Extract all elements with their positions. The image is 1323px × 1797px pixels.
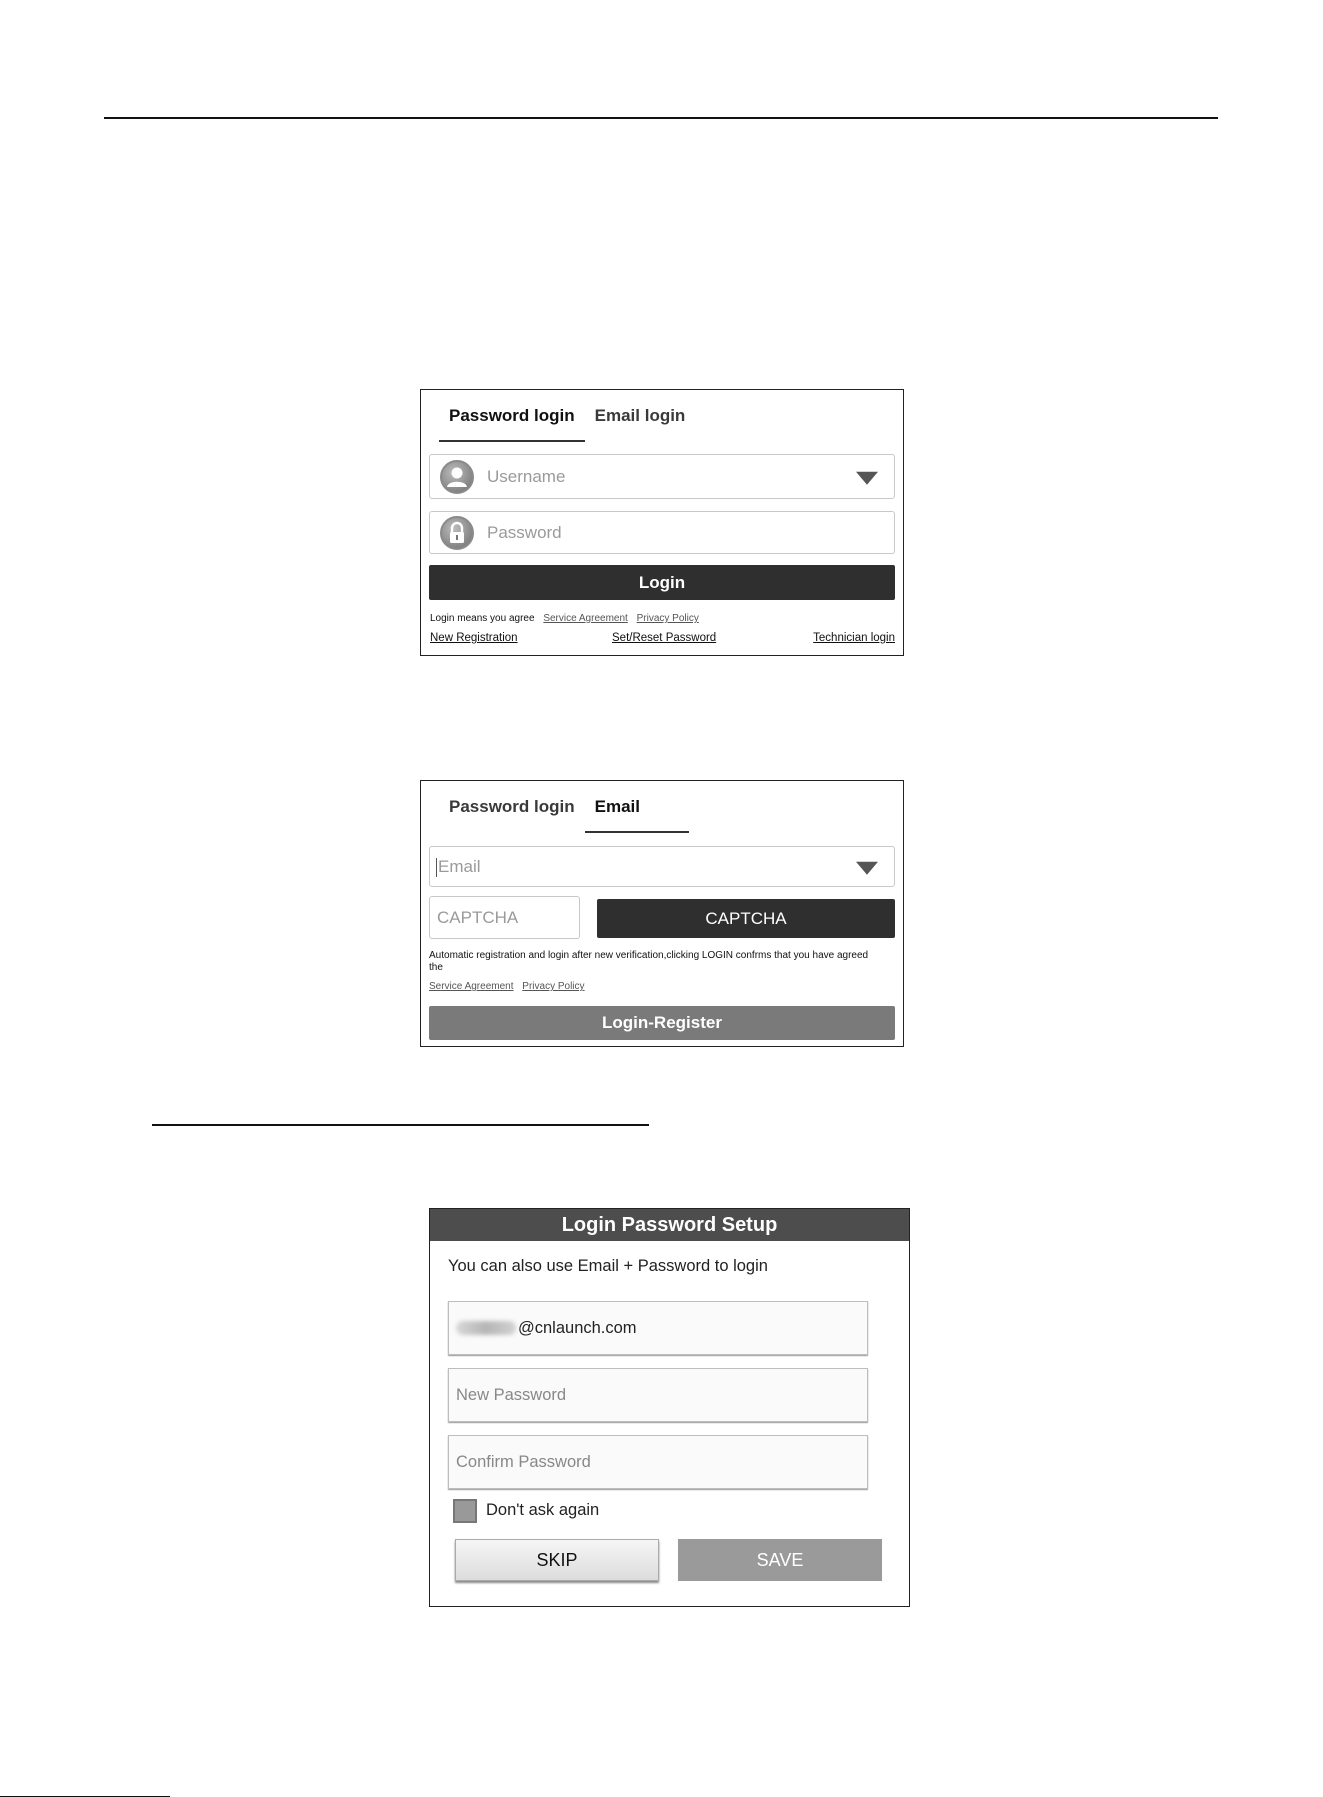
verification-notice: Automatic registration and login after new verification,clicking LOGIN confrms that you have agreed the (429, 950, 869, 973)
privacy-policy-link[interactable]: Privacy Policy (636, 613, 699, 624)
header-rule (104, 117, 1218, 119)
section-rule (152, 1124, 649, 1126)
password-login-panel (420, 389, 904, 656)
login-button[interactable]: Login (429, 565, 895, 600)
dialog-title: Login Password Setup (430, 1209, 909, 1241)
captcha-button[interactable]: CAPTCHA (597, 899, 895, 938)
service-agreement-link[interactable]: Service Agreement (429, 981, 514, 992)
email-input[interactable] (448, 1301, 868, 1355)
tab-email-login[interactable]: Email (585, 781, 689, 833)
service-agreement-link[interactable]: Service Agreement (543, 613, 628, 624)
agreement-links (423, 981, 585, 992)
user-avatar-icon (440, 460, 474, 494)
login-tabs (439, 781, 689, 833)
tab-email-login[interactable]: Email login (594, 406, 686, 425)
captcha-placeholder: CAPTCHA (437, 907, 519, 927)
dropdown-arrow-icon[interactable] (856, 861, 878, 874)
agreement-line (430, 613, 699, 624)
password-field[interactable] (429, 511, 895, 554)
confirm-password-input[interactable] (448, 1435, 868, 1489)
username-field[interactable] (429, 454, 895, 499)
redacted-username (456, 1321, 516, 1335)
dialog-info-text: You can also use Email + Password to login (448, 1257, 768, 1275)
dont-ask-checkbox[interactable] (453, 1499, 477, 1523)
text-cursor (436, 858, 437, 877)
email-field[interactable] (429, 846, 895, 887)
login-tabs (439, 390, 695, 442)
login-register-button[interactable]: Login-Register (429, 1006, 895, 1040)
tab-password-login[interactable]: Password login (449, 797, 575, 816)
dropdown-arrow-icon[interactable] (856, 471, 878, 484)
new-password-placeholder: New Password (456, 1385, 567, 1404)
technician-login-link[interactable]: Technician login (813, 632, 895, 644)
username-placeholder: Username (487, 466, 566, 486)
save-button[interactable]: SAVE (678, 1539, 882, 1581)
agree-text: Login means you agree (430, 613, 535, 624)
skip-button[interactable]: SKIP (455, 1539, 659, 1581)
tab-password-login[interactable]: Password login (439, 390, 585, 442)
email-placeholder: Email (438, 856, 481, 876)
new-password-input[interactable] (448, 1368, 868, 1422)
privacy-policy-link[interactable]: Privacy Policy (522, 981, 585, 992)
dont-ask-label: Don't ask again (486, 1501, 600, 1519)
captcha-input[interactable] (429, 896, 580, 939)
confirm-password-placeholder: Confirm Password (456, 1452, 591, 1471)
set-reset-password-link[interactable]: Set/Reset Password (612, 632, 717, 644)
password-setup-dialog (429, 1208, 910, 1607)
email-value: @cnlaunch.com (518, 1318, 637, 1337)
lock-icon (440, 516, 474, 550)
new-registration-link[interactable]: New Registration (430, 632, 518, 644)
password-placeholder: Password (487, 522, 562, 542)
email-login-panel (420, 780, 904, 1047)
